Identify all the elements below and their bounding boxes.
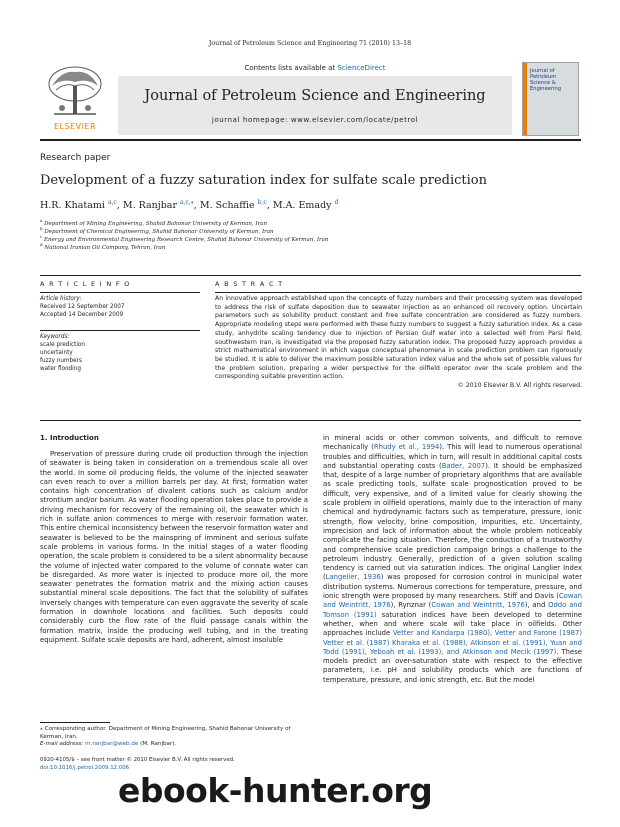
keyword: fuzzy numbers — [40, 358, 82, 364]
abstract-heading: A B S T R A C T — [215, 280, 284, 288]
cover-title — [530, 69, 561, 93]
citation-link[interactable]: Vetter and Kandarpa (1980), Vetter and Farone (1987) Vetter et al. (1987) Kharaka et al. (1988), Atkinson et al. (1991), Yuan and Todd (1991), Yeboah et al. (1993), and Atkinson and Mecik (1997) — [323, 629, 583, 656]
cover-stripe — [523, 63, 527, 135]
keyword: uncertainty — [40, 350, 73, 356]
paragraph-text: ), and — [524, 601, 549, 610]
header-divider — [40, 139, 581, 141]
email-link[interactable]: m.ranjbar@web.de — [85, 741, 139, 748]
affiliation: $^b$ Department of Chemical Engineering, Shahid Bahonar University of Kerman, Iran — [40, 226, 274, 235]
history-label: Article history: — [40, 296, 82, 302]
issn-line: 0920-4105/$ – see front matter © 2010 Elsevier B.V. All rights reserved. — [40, 757, 235, 763]
article-type: Research paper — [40, 153, 111, 163]
article-history — [40, 295, 200, 319]
cover-line: Science & — [530, 79, 556, 86]
affiliation: $^d$ National Iranian Oil Company, Tehran, Iran — [40, 242, 166, 251]
cover-line: Journal of — [530, 68, 555, 74]
received-date: Received 12 September 2007 — [40, 304, 125, 310]
contents-prefix: Contents lists available at — [244, 64, 338, 72]
sciencedirect-link[interactable]: ScienceDirect — [337, 64, 386, 72]
keywords-block — [40, 333, 200, 373]
citation-link[interactable]: Rhudy et al., 1994 — [373, 443, 440, 452]
intro-paragraph-continued — [323, 434, 582, 685]
journal-banner — [118, 76, 512, 135]
corresponding-author: ⁎ Corresponding author. Department of Mining Engineering, Shahid Bahonar University of Kerman, Iran. — [40, 726, 291, 740]
section-heading: 1. Introduction — [40, 434, 99, 442]
journal-homepage[interactable]: journal homepage: www.elsevier.com/locate/petrol — [211, 116, 419, 124]
journal-title: Journal of Petroleum Science and Engineering — [144, 88, 486, 104]
paragraph-text: ) was proposed for corrosion control in municipal water distribution systems. Numerous corrections for temperature, pressure, and ionic strength were proposed by many researchers. Stiff and Davis ( — [323, 573, 583, 601]
cover-line: Petroleum — [530, 73, 557, 80]
right-column — [323, 434, 582, 685]
paragraph-text: saturation indices have been developed to determine whether, when and where scale will take place in oilfields. Other approaches include — [323, 610, 582, 638]
paragraph-text: in mineral acids or other common solvents, and difficult to remove mechanically ( — [323, 434, 582, 452]
contents-line — [130, 64, 500, 72]
section-divider — [40, 420, 581, 421]
copyright: © 2010 Elsevier B.V. All rights reserved. — [457, 382, 582, 390]
paragraph-text: ). This will lead to numerous operational troubles and difficulties, which in turn, will result in additional capital costs and substantial operating costs ( — [323, 443, 582, 470]
citation-link[interactable]: Langelier, 1936 — [325, 573, 381, 582]
citation-link[interactable]: Oddo and Tomson (1991) — [323, 601, 582, 619]
keyword: scale prediction — [40, 342, 85, 348]
paragraph-text: ), Rynznar ( — [390, 601, 432, 610]
intro-paragraph: Preservation of pressure during crude oil production through the injection of seawater is being taken in consideration on a tremendous scale all over the world. In some oil producing fields, the volume of the injected seawater can even reach to over a million barrels per day. At first, formation water contains high concentration of divalent cations such as calcium and/or strontium and/or barium. As water flooding operation takes place to provide a driving mechanism for recovery of the remaining oil, the seawater which is rich in sulfate anion commences to merge with reservoir formation water. This entire chemical inconsistency between the reservoir formation water and seawater is believed to be the mainspring of imminent and serious sulfate scale problems in various forms. In the initial stages of a water flooding operation, the scale problem is considered to be a silent abnormality because the volume of injected water compared to the volume of connate water can be disregarded. As more water is injected to produce more oil, the more seawater penetrates the formation matrix and the mixing action causes substantial mineral scale depositions. The fact that the solubility of sulfates inversely changes with temperature can even aggravate the severity of scale formation in downhole locations and facilities. Such deposits could considerably curb the flow rate of the fluid passage canals within the formation matrix, inside the producing well tubing, and in the treating equipment. Sulfate scale deposits are hard, adherent, almost insoluble — [40, 450, 308, 644]
author-affiliation-mark[interactable]: d — [334, 199, 339, 206]
citation-link[interactable]: Cowan and Weintritt, 1976 — [323, 592, 582, 610]
author-affiliation-mark[interactable]: a,c — [107, 199, 117, 206]
footnote — [40, 726, 308, 749]
journal-cover-thumbnail — [522, 62, 579, 136]
abstract-body — [215, 295, 582, 391]
keyword: water flooding — [40, 366, 81, 372]
author-name: M.A. Emady — [272, 200, 332, 212]
paragraph-text: ). It should be emphasized that, despite of a large number of proprietary algorithms that are available as scale predicting tools, sulfate scale prognostication proved to be difficult, very expensive, and of a limited value for clearly showing the scale problem in oilfield operations, mainly due to the interaction of many chemical and hydrodynamic factors such as temperature, pressure, ionic strength, flow velocity, brine composition, impurities, etc. Uncertainty, imprecision and lack of information about the whole problem noticeably complicate the facing situation. Therefore, the conduction of a trustworthy and comprehensive scale prediction campaign brings a challenge to the petroleum industry. Generally, prediction of a given solution scaling tendency is carried out via saturation indices. The original Langlier Index ( — [323, 461, 582, 582]
info-divider — [40, 292, 200, 293]
elsevier-wordmark: ELSEVIER — [53, 122, 97, 131]
watermark: ebook-hunter.org — [118, 771, 433, 810]
author-name: H.R. Khatami — [40, 200, 105, 212]
section-divider — [40, 275, 581, 276]
elsevier-tree-logo — [42, 64, 108, 130]
info-divider — [40, 330, 200, 331]
abstract-text: An innovative approach established upon the concepts of fuzzy numbers and their processing system was developed to address the risk of sulfate deposition due to seawater injection as an enhanced oil recovery option. Uncertain parameters such as solubility product constant and free sulfate concentration are considered as fuzzy numbers. Appropriate modeling steps were performed with these fuzzy numbers to suggest a fuzzy saturation index. As a case study, anhydrite scaling tendency due to injection of Persian Gulf water into a selected well from Parsi field, southwestern Iran, is investigated via the proposed fuzzy saturation index. The proposed fuzzy approach provides a strict mathematical environment in which vague conceptual phenomena in scale prediction problem can rigorously be studied. It is able to deliver the maximum possible saturation index value and the whole set of possible values for the problem solution, preparing a wider perspective for the oilfield operator over the scale problem and the corresponding suitable prevention action. — [215, 295, 582, 381]
paragraph-text: . These models predict an over-saturation state with respect to the effective parameters, i.e. pH and solubility products which are functions of temperature, pressure, and ionic strength, etc. But the model — [323, 647, 582, 684]
article-info-heading: A R T I C L E I N F O — [40, 280, 131, 288]
citation-link[interactable]: Cowan and Weintritt, 1976 — [431, 601, 525, 610]
author-name: M. Ranjbar — [122, 200, 177, 212]
cover-line: Engineering — [530, 85, 562, 92]
accepted-date: Accepted 14 December 2009 — [40, 312, 124, 318]
keywords-label: Keywords: — [40, 334, 70, 340]
email-line: E-mail address: m.ranjbar@web.de (M. Ranjbar). — [40, 741, 177, 748]
journal-reference: Journal of Petroleum Science and Engineering 71 (2010) 13–18 — [208, 40, 412, 47]
affiliation: $^c$ Energy and Environmental Engineering Research Centre, Shahid Bahonar University of Kerman, Iran — [40, 234, 329, 243]
abstract-divider — [215, 292, 582, 293]
footnote-divider — [40, 722, 110, 723]
author-list: H.R. Khatami $^{a,c}$, M. Ranjbar $^{a,c,⁎}$, M. Schaffie $^{b,c}$, M.A. Emady $^d$ — [40, 199, 339, 212]
article-title: Development of a fuzzy saturation index for sulfate scale prediction — [40, 173, 487, 188]
citation-link[interactable]: Bader, 2007 — [441, 461, 486, 470]
doi-link[interactable]: doi:10.1016/j.petrol.2009.12.006 — [40, 765, 130, 771]
author-name: M. Schaffie — [199, 200, 255, 212]
left-column — [40, 450, 308, 645]
affiliation: $^a$ Department of Mining Engineering, Shahid Bahonar University of Kerman, Iran — [40, 218, 268, 227]
author-affiliation-mark[interactable]: b,c — [257, 199, 267, 206]
author-affiliation-mark[interactable]: a,c,⁎ — [180, 199, 194, 206]
